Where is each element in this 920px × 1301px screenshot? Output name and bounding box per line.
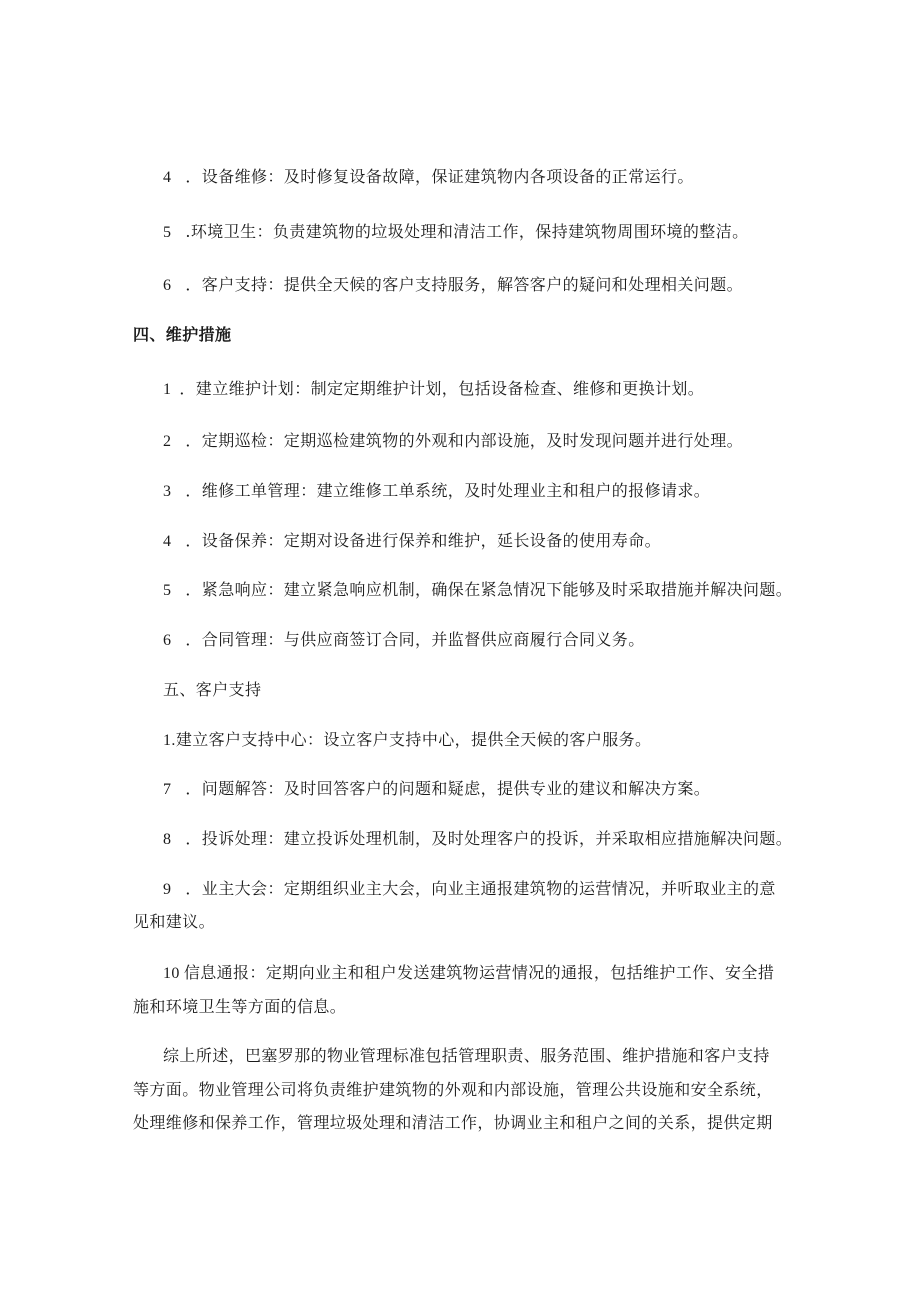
list-item-s5-1 (163, 729, 651, 752)
summary-line-3: 处理维修和保养工作，管理垃圾处理和清洁工作，协调业主和租户之间的关系，提供定期 (133, 1113, 773, 1132)
item-text: ．设备保养：定期对设备进行保养和维护，延长设备的使用寿命。 (185, 531, 662, 550)
item-number: 1 (163, 381, 172, 398)
list-item-s4-3 (163, 480, 710, 503)
list-item-s4-4 (163, 530, 661, 553)
list-item-s3-5 (163, 221, 749, 244)
item-text: ．合同管理：与供应商签订合同，并监督供应商履行合同义务。 (185, 630, 645, 649)
list-item-s4-5 (163, 579, 792, 602)
item-number: 4 (163, 533, 172, 550)
item-number: 6 (163, 277, 172, 294)
item-text: .环境卫生：负责建筑物的垃圾处理和清洁工作，保持建筑物周围环境的整洁。 (185, 222, 749, 241)
item-number: 7 (163, 781, 172, 798)
item-text: ．业主大会：定期组织业主大会，向业主通报建筑物的运营情况，并听取业主的意 (185, 879, 776, 898)
list-item-s5-10 (163, 962, 774, 985)
summary-line-1: 综上所述，巴塞罗那的物业管理标准包括管理职责、服务范围、维护措施和客户支持 (163, 1046, 770, 1065)
item-number: 4 (163, 169, 172, 186)
summary-line-2: 等方面。物业管理公司将负责维护建筑物的外观和内部设施，管理公共设施和安全系统， (133, 1080, 773, 1099)
item-text: ．投诉处理：建立投诉处理机制，及时处理客户的投诉，并采取相应措施解决问题。 (185, 829, 793, 848)
item-text: ．客户支持：提供全天候的客户支持服务，解答客户的疑问和处理相关问题。 (185, 275, 744, 294)
item-text: ．问题解答：及时回答客户的问题和疑虑，提供专业的建议和解决方案。 (185, 779, 711, 798)
list-item-s4-6 (163, 629, 645, 652)
list-item-s5-10-continuation: 施和环境卫生等方面的信息。 (133, 997, 347, 1016)
item-text: 建立客户支持中心：设立客户支持中心，提供全天候的客户服务。 (175, 730, 652, 749)
list-item-s4-2 (163, 430, 743, 453)
list-item-s4-1 (163, 378, 704, 401)
list-item-s5-9 (163, 878, 776, 901)
item-number: 8 (163, 831, 172, 848)
item-number: 10 (163, 965, 180, 982)
list-item-s3-4 (163, 166, 694, 189)
item-text: ．定期巡检：定期巡检建筑物的外观和内部设施，及时发现问题并进行处理。 (185, 431, 744, 450)
item-text: ．建立维护计划：制定定期维护计划，包括设备检查、维修和更换计划。 (179, 379, 705, 398)
item-text: ．设备维修：及时修复设备故障，保证建筑物内各项设备的正常运行。 (185, 167, 694, 186)
list-item-s5-9-continuation: 见和建议。 (133, 912, 216, 931)
list-item-s3-6 (163, 274, 743, 297)
item-number: 9 (163, 881, 172, 898)
item-number: 1. (163, 732, 176, 749)
item-text: ．维修工单管理：建立维修工单系统，及时处理业主和租户的报修请求。 (185, 481, 711, 500)
section-heading-5: 五、客户支持 (163, 680, 262, 699)
item-text: ．紧急响应：建立紧急响应机制，确保在紧急情况下能够及时采取措施并解决问题。 (185, 580, 793, 599)
section-heading-4: 四、维护措施 (133, 325, 232, 344)
list-item-s5-8 (163, 828, 792, 851)
item-number: 6 (163, 632, 172, 649)
item-number: 5 (163, 582, 172, 599)
item-number: 2 (163, 433, 172, 450)
item-text: 信息通报：定期向业主和租户发送建筑物运营情况的通报，包括维护工作、安全措 (183, 963, 775, 982)
item-number: 5 (163, 224, 172, 241)
item-number: 3 (163, 483, 172, 500)
list-item-s5-7 (163, 778, 710, 801)
